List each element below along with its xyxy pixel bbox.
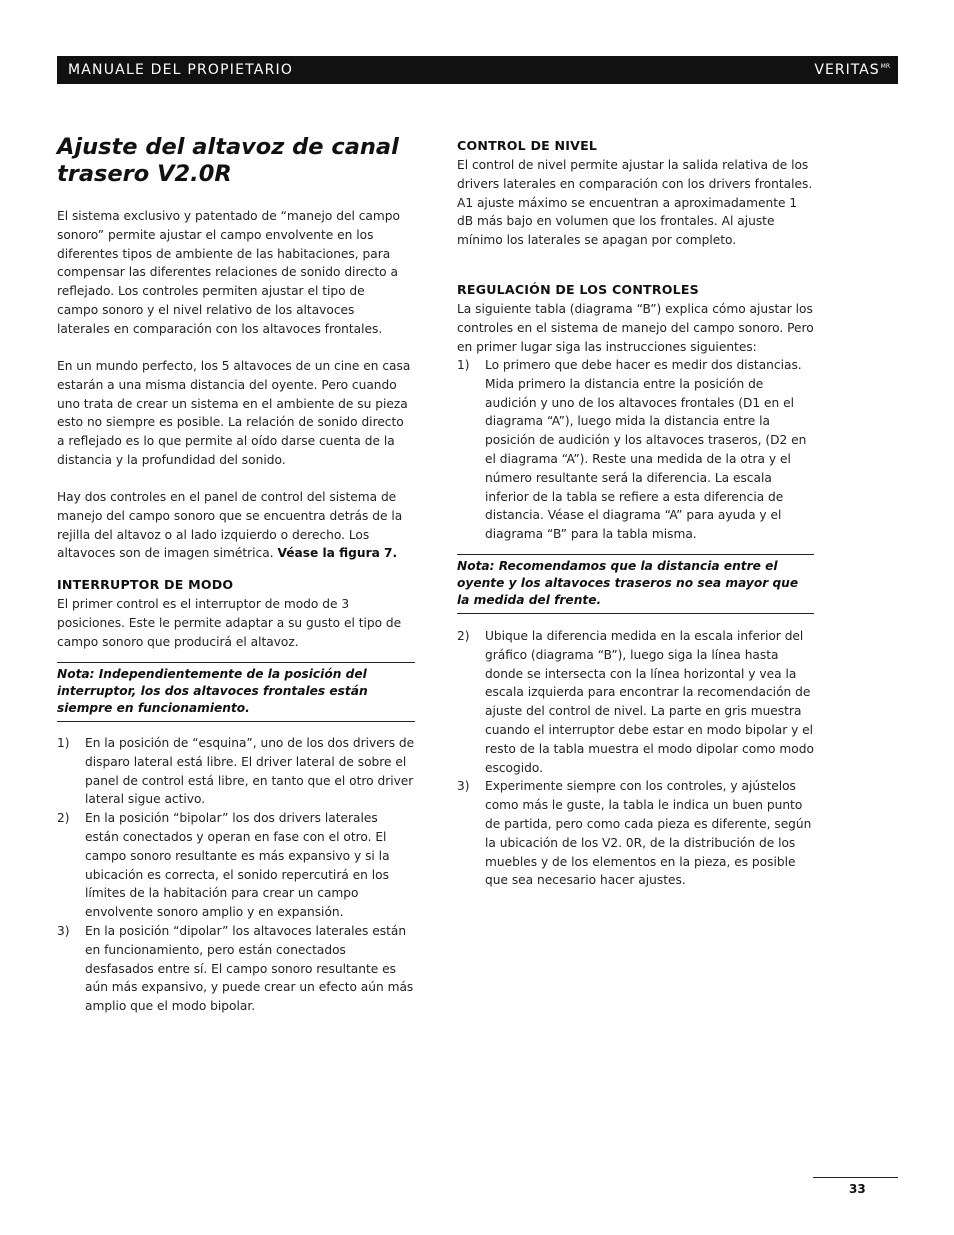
running-header — [57, 56, 898, 84]
list-item — [457, 777, 814, 890]
brand-text: VERITAS — [814, 62, 880, 78]
mode-switch-paragraph: El primer control es el interruptor de modo de 3 posiciones. Este le permite adaptar a su gusto el tipo de campo sonoro que producirá el altavoz. — [57, 597, 402, 649]
regulation-paragraph: La siguiente tabla (diagrama “B”) explica cómo ajustar los controles en el sistema de manejo del campo sonoro. Pero en primer lugar siga las instrucciones siguientes: — [457, 302, 814, 354]
list-text: Experimente siempre con los controles, y ajústelos como más le guste, la tabla le indica un buen punto de partida, pero como cada pieza es diferente, según la ubicación de los V2. 0R, de la distribución de los muebles y de los elementos en la pieza, es posible que sea necesario hacer ajustes. — [485, 779, 812, 888]
list-number: 1) — [57, 736, 70, 750]
steps-list-2 — [457, 627, 814, 890]
mode-switch-heading: INTERRUPTOR DE MODO — [57, 577, 234, 592]
list-item — [457, 627, 814, 777]
manual-title: MANUALE DEL PROPIETARIO — [68, 62, 294, 78]
footer-rule — [813, 1177, 898, 1178]
level-control-heading: CONTROL DE NIVEL — [457, 138, 598, 153]
list-text: Ubique la diferencia medida en la escala inferior del gráfico (diagrama “B”), luego siga la línea hasta donde se intersecta con la línea horizontal y vea la escala izquierda para encontrar la recomendación de ajuste del control de nivel. La parte en gris muestra cuando el interruptor debe estar en modo bipolar y el resto de la tabla muestra el modo dipolar como modo escogido. — [485, 629, 814, 775]
list-item — [457, 356, 814, 544]
list-item — [57, 809, 415, 922]
list-text: En la posición de “esquina”, uno de los dos drivers de disparo lateral está libre. El driver lateral de sobre el panel de control está libre, en tanto que el otro driver lateral sigue activo. — [85, 736, 415, 807]
mode-positions-list — [57, 734, 415, 1016]
page-number: 33 — [849, 1182, 866, 1196]
mode-note: Nota: Independientemente de la posición del interruptor, los dos altavoces frontales están siempre en funcionamiento. — [57, 662, 415, 722]
list-number: 3) — [457, 779, 470, 794]
list-text: Lo primero que debe hacer es medir dos distancias. Mida primero la distancia entre la posición de audición y uno de los altavoces frontales (D1 en el diagrama “A”), luego mida la distancia entre la posición de audición y los altavoces traseros, (D2 en el diagrama “A”). Reste una medida de la otra y el número resultante será la diferencia. La escala inferior de la tabla se refiere a esta diferencia de distancia. Véase el diagrama “A” para ayuda y el diagrama “B” para la tabla misma. — [485, 358, 807, 542]
list-text: En la posición “bipolar” los dos drivers laterales están conectados y operan en fase con el otro. El campo sonoro resultante es más expansivo y si la ubicación es correcta, el sonido repercutirá en los límites de la habitación para crear un campo envolvente sonoro amplio y en expansión. — [85, 811, 390, 920]
page-title: Ajuste del altavoz de canal trasero V2.0R — [57, 134, 399, 187]
list-number: 2) — [457, 629, 470, 643]
list-item — [57, 922, 415, 1016]
list-text: En la posición “dipolar” los altavoces laterales están en funcionamiento, pero están conectados desfasados entre sí. El campo sonoro resultante es aún más expansivo, y puede crear un efecto aún más amplio que el modo bipolar. — [85, 923, 414, 1014]
list-number: 1) — [457, 358, 470, 372]
level-control-paragraph: El control de nivel permite ajustar la salida relativa de los drivers laterales en comparación con los drivers frontales. A1 ajuste máximo se encuentran a aproximadamente 1 dB más bajo en volumen que los frontales. Al ajuste mínimo los laterales se apagan por completo. — [457, 158, 813, 248]
controls-text: Hay dos controles en el panel de control del sistema de manejo del campo sonoro que se encuentra detrás de la rejilla del altavoz o al lado izquierdo o derecho. Los altavoces son de imagen simétrica. — [57, 490, 403, 561]
brand-name — [814, 62, 890, 78]
intro-paragraph-1: El sistema exclusivo y patentado de “manejo del campo sonoro” permite ajustar el campo envolvente en los diferentes tipos de ambiente de las habitaciones, para compensar las diferentes relaciones de sonido directo a reflejado. Los controles permiten ajustar el tipo de campo sonoro y el nivel relativo de los altavoces laterales en comparación con los altavoces frontales. — [57, 209, 400, 336]
figure-reference: Véase la figura 7. — [277, 546, 398, 561]
list-number: 2) — [57, 811, 70, 826]
brand-mark: MR — [880, 63, 890, 70]
controls-paragraph — [57, 488, 407, 563]
distance-note: Nota: Recomendamos que la distancia entre el oyente y los altavoces traseros no sea mayor que la medida del frente. — [457, 554, 814, 614]
list-item — [57, 734, 415, 809]
intro-paragraph-2: En un mundo perfecto, los 5 altavoces de un cine en casa estarán a una misma distancia del oyente. Pero cuando uno trata de crear un sistema en el ambiente de su pieza esto no siempre es posible. La relación de sonido directo a reflejado es lo que permite al oído darse cuenta de la distancia y la profundidad del sonido. — [57, 359, 411, 467]
regulation-heading: REGULACIÓN DE LOS CONTROLES — [457, 282, 699, 297]
list-number: 3) — [57, 923, 70, 938]
steps-list-1 — [457, 356, 814, 544]
